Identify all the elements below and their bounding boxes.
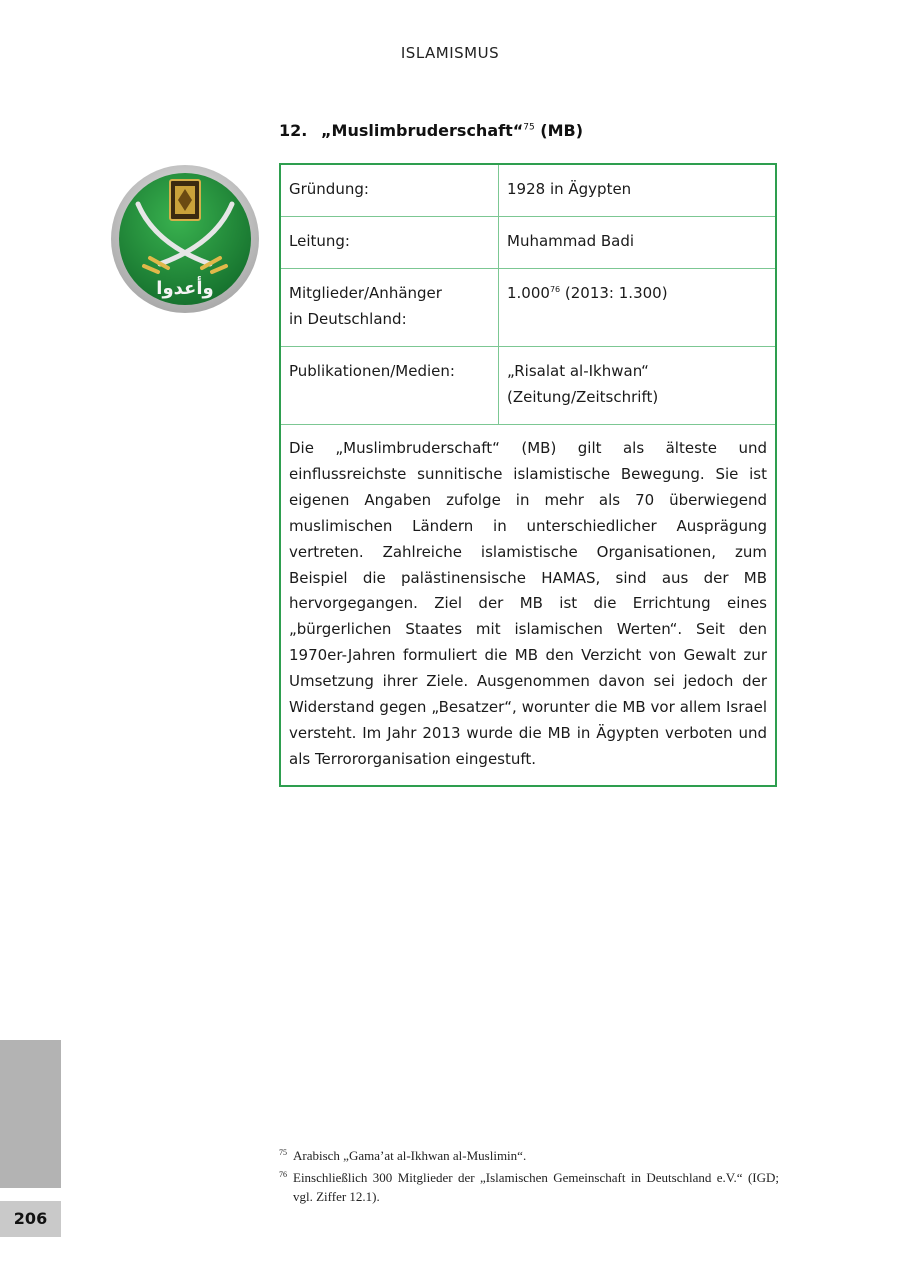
fact-label-line: Mitglieder/Anhänger bbox=[289, 284, 442, 302]
footnote-text: Einschließlich 300 Mitglieder der „Islamischen Gemeinschaft in Deutschland e.V.“ (IGD; vgl. Ziffer 12.1). bbox=[293, 1170, 779, 1204]
fact-label: Publikationen/Medien: bbox=[281, 347, 499, 424]
section-abbr: (MB) bbox=[534, 121, 584, 140]
fact-box bbox=[279, 163, 777, 787]
fact-row-members bbox=[281, 269, 775, 347]
section-heading bbox=[279, 121, 583, 140]
page-number: 206 bbox=[0, 1201, 61, 1237]
fact-value: Muhammad Badi bbox=[507, 232, 635, 250]
footnote bbox=[279, 1168, 779, 1206]
page-edge-tab bbox=[0, 1040, 61, 1188]
fact-value: 1928 in Ägypten bbox=[507, 180, 632, 198]
footnote-number: 75 bbox=[279, 1148, 287, 1157]
fact-label-line: in Deutschland: bbox=[289, 310, 407, 328]
description-text: Die „Muslimbruderschaft“ (MB) gilt als älteste und einflussreichste sunnitische islamistische Bewegung. Sie ist eigenen Angaben zufolge in mehr als 70 überwiegend muslimischen Ländern in unterschiedlicher Ausprägung vertreten. Zahlreiche islamistische Organisationen, zum Beispiel die palästinensische HAMAS, sind aus der MB hervorgegangen. Ziel der MB ist die Errichtung eines „bürgerlichen Staates mit islamischen Werten“. Seit den 1970er-Jahren formuliert die MB den Verzicht von Gewalt zur Umsetzung ihrer Ziele. Ausgenommen davon sei jedoch der Widerstand gegen „Besatzer“, worunter die MB vor allem Israel versteht. Im Jahr 2013 wurde die MB in Ägypten verboten und als Terrororganisation eingestuft. bbox=[289, 439, 767, 768]
publication-name: „Risalat al-Ikhwan“ bbox=[507, 362, 649, 380]
footnote-text: Arabisch „Gama’at al-Ikhwan al-Muslimin“. bbox=[293, 1148, 527, 1163]
member-count: 1.000 bbox=[507, 284, 550, 302]
muslim-brotherhood-emblem-icon bbox=[110, 164, 260, 314]
fact-value bbox=[499, 269, 775, 346]
footnote-ref-76[interactable]: 76 bbox=[549, 285, 561, 294]
footnote-ref-75[interactable]: 75 bbox=[523, 122, 535, 133]
fact-value bbox=[499, 347, 775, 424]
footnotes bbox=[279, 1146, 779, 1209]
fact-label bbox=[281, 269, 499, 346]
svg-text:وأعدوا: وأعدوا bbox=[156, 278, 214, 299]
running-header: ISLAMISMUS bbox=[400, 44, 500, 62]
footnote-number: 76 bbox=[279, 1170, 287, 1179]
fact-row-founding bbox=[281, 165, 775, 217]
footnote bbox=[279, 1146, 779, 1165]
fact-label: Leitung: bbox=[281, 217, 499, 268]
section-number: 12. bbox=[279, 121, 308, 140]
section-title-text: „Muslimbruderschaft“ bbox=[321, 121, 524, 140]
fact-label: Gründung: bbox=[281, 165, 499, 216]
publication-type: (Zeitung/Zeitschrift) bbox=[507, 388, 659, 406]
member-count-note: (2013: 1.300) bbox=[560, 284, 668, 302]
fact-row-leadership bbox=[281, 217, 775, 269]
fact-row-publications bbox=[281, 347, 775, 425]
